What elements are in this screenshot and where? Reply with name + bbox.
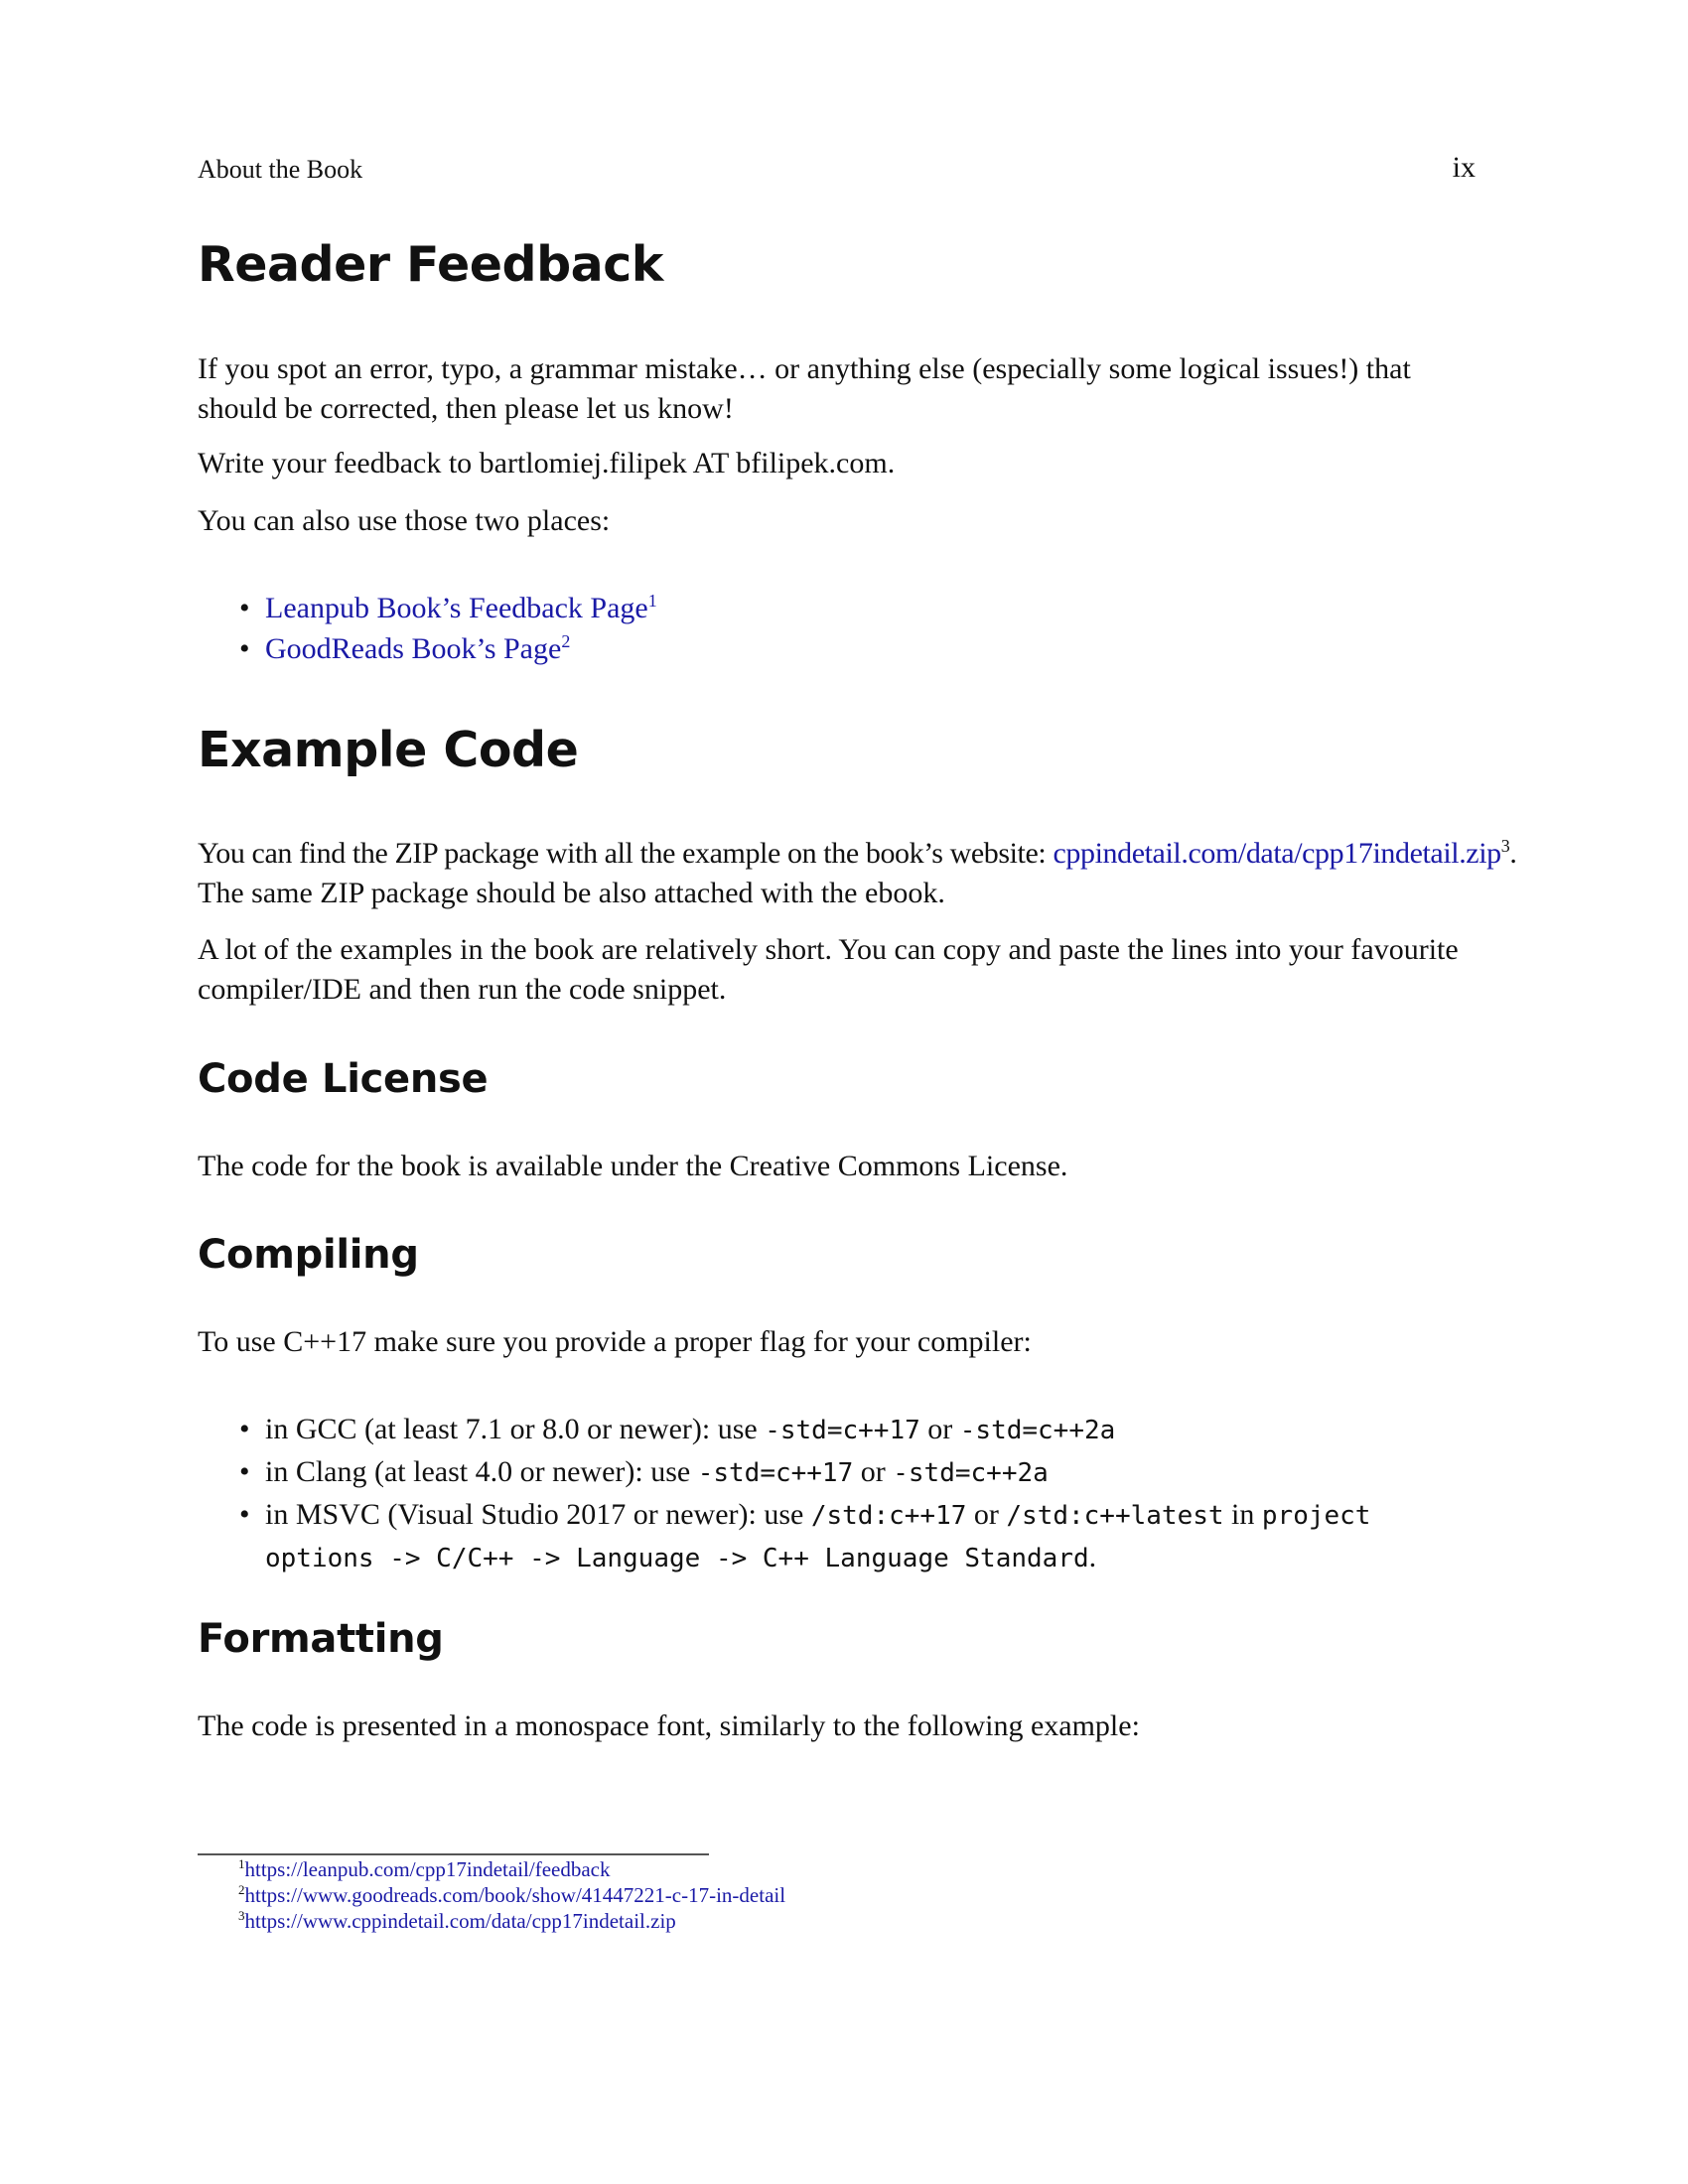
footnote-3 bbox=[238, 1908, 676, 1934]
msvc-project: project bbox=[1261, 1501, 1371, 1531]
clang-text: in Clang (at least 4.0 or newer): use bbox=[265, 1455, 698, 1488]
msvc-in: in bbox=[1223, 1498, 1262, 1531]
bullet-icon: • bbox=[239, 1498, 250, 1531]
compiling-paragraph: To use C++17 make sure you provide a proper flag for your compiler: bbox=[198, 1325, 1032, 1358]
page-number: ix bbox=[1452, 151, 1476, 184]
footnote-link-2[interactable]: https://www.goodreads.com/book/show/41447221-c-17-in-detail bbox=[244, 1883, 786, 1907]
list-item-msvc bbox=[198, 1494, 1478, 1579]
compiler-flags-list bbox=[198, 1409, 1488, 1579]
clang-flag-17: -std=c++17 bbox=[697, 1458, 854, 1488]
footnote-divider bbox=[198, 1853, 709, 1855]
reader-feedback-paragraph-3: You can also use those two places: bbox=[198, 504, 611, 537]
heading-formatting: Formatting bbox=[198, 1616, 444, 1662]
list-item-gcc bbox=[198, 1409, 1488, 1451]
list-item bbox=[198, 588, 1488, 628]
feedback-links-list bbox=[198, 588, 1488, 669]
msvc-period: . bbox=[1088, 1541, 1097, 1573]
footnote-link-3[interactable]: https://www.cppindetail.com/data/cpp17indetail.zip bbox=[244, 1909, 676, 1933]
heading-example-code: Example Code bbox=[198, 722, 579, 778]
gcc-or: or bbox=[919, 1413, 960, 1445]
reader-feedback-paragraph-2: Write your feedback to bartlomiej.filipek AT bfilipek.com. bbox=[198, 447, 896, 479]
footnote-ref-3: 3 bbox=[1500, 836, 1510, 856]
footnote-number-2: 2 bbox=[238, 1882, 245, 1897]
heading-compiling: Compiling bbox=[198, 1232, 419, 1278]
gcc-text: in GCC (at least 7.1 or 8.0 or newer): use bbox=[265, 1413, 766, 1445]
bullet-icon: • bbox=[239, 592, 250, 624]
heading-code-license: Code License bbox=[198, 1056, 489, 1102]
footnote-number-1: 1 bbox=[238, 1856, 245, 1871]
footnote-1 bbox=[238, 1856, 610, 1882]
bullet-icon: • bbox=[239, 632, 250, 665]
leanpub-feedback-link-label: Leanpub Book’s Feedback Page bbox=[265, 592, 648, 624]
formatting-paragraph: The code is presented in a monospace font, similarly to the following example: bbox=[198, 1709, 1140, 1742]
example-code-paragraph-2: A lot of the examples in the book are relatively short. You can copy and paste the lines into your favourite compiler/IDE and then run the code snippet. bbox=[198, 933, 1459, 1006]
reader-feedback-paragraph-1: If you spot an error, typo, a grammar mistake… or anything else (especially some logical issues!) that should be corrected, then please let us know! bbox=[198, 352, 1411, 425]
zip-package-link[interactable]: cppindetail.com/data/cpp17indetail.zip bbox=[1053, 837, 1501, 870]
heading-reader-feedback: Reader Feedback bbox=[198, 236, 663, 293]
example-code-paragraph-1 bbox=[198, 834, 1637, 874]
list-item bbox=[198, 628, 1488, 669]
running-header-title: About the Book bbox=[198, 155, 363, 184]
code-license-paragraph: The code for the book is available under the Creative Commons License. bbox=[198, 1150, 1068, 1182]
msvc-flag-latest: /std:c++latest bbox=[1006, 1501, 1224, 1531]
example-code-text: You can find the ZIP package with all the example on the book’s website: bbox=[198, 837, 1054, 870]
example-code-paragraph-1-line-2: The same ZIP package should be also attached with the ebook. bbox=[198, 877, 945, 909]
msvc-or: or bbox=[966, 1498, 1007, 1531]
clang-or: or bbox=[853, 1455, 894, 1488]
list-item-clang bbox=[198, 1451, 1488, 1494]
footnote-number-3: 3 bbox=[238, 1908, 245, 1923]
msvc-options-path: options -> C/C++ -> Language -> C++ Language Standard bbox=[265, 1544, 1089, 1573]
footnote-2 bbox=[238, 1882, 785, 1908]
footnote-ref-1: 1 bbox=[647, 591, 657, 611]
leanpub-feedback-link[interactable] bbox=[265, 592, 657, 624]
bullet-icon: • bbox=[239, 1413, 250, 1445]
msvc-text: in MSVC (Visual Studio 2017 or newer): use bbox=[265, 1498, 811, 1531]
footnote-link-1[interactable]: https://leanpub.com/cpp17indetail/feedback bbox=[244, 1857, 611, 1881]
goodreads-link-label: GoodReads Book’s Page bbox=[265, 632, 562, 665]
bullet-icon: • bbox=[239, 1455, 250, 1488]
footnote-ref-2: 2 bbox=[561, 631, 571, 651]
gcc-flag-17: -std=c++17 bbox=[765, 1416, 920, 1445]
clang-flag-2a: -std=c++2a bbox=[893, 1458, 1049, 1488]
gcc-flag-2a: -std=c++2a bbox=[959, 1416, 1116, 1445]
msvc-flag-17: /std:c++17 bbox=[810, 1501, 967, 1531]
goodreads-link[interactable] bbox=[265, 632, 570, 665]
example-code-period: . bbox=[1509, 837, 1517, 870]
